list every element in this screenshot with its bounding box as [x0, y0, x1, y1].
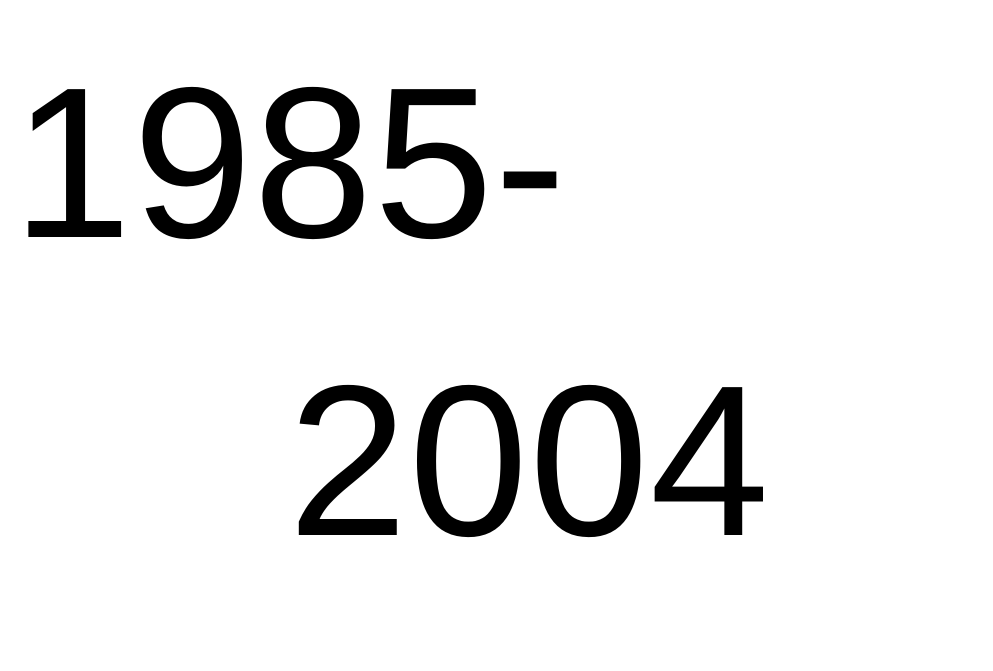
end-year-text: 2004 — [288, 340, 771, 581]
start-year-text: 1985- — [12, 42, 567, 283]
